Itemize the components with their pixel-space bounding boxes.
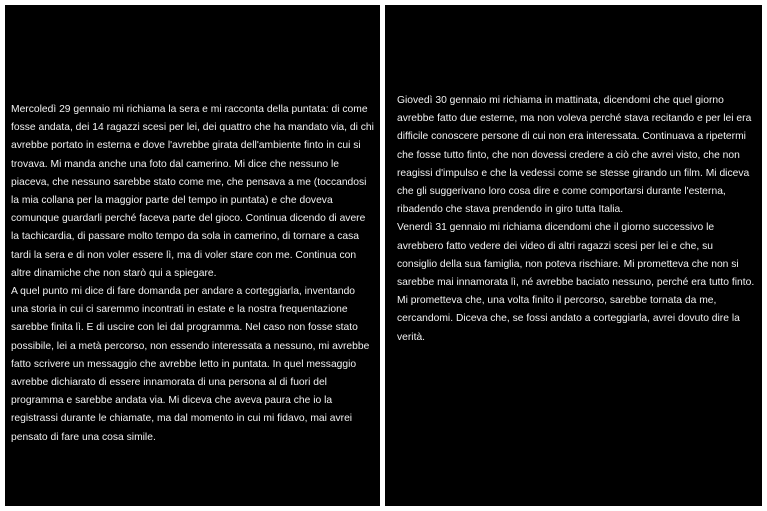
left-paragraph-1: Mercoledì 29 gennaio mi richiama la sera e mi racconta della puntata: di come fosse andata, dei 14 ragazzi scesi per lei, dei quattro che ha mandato via, di chi avrebbe portato in esterna e dove l'avrebbe girata dell'ambiente finto in cui si trovava. Mi manda anche una foto dal camerino. Mi dice che nessuno le piaceva, che nessuno sarebbe stato come me, che pensava a me (toccandosi la mia collana per la maggior parte del tempo in puntata) e che doveva comunque guardarli perché faceva parte del gioco. Continua dicendo di avere la tachicardia, di passare molto tempo da sola in camerino, di tornare a casa tardi la sera e di non voler essere lì, ma di voler stare con me. Continua con altre dinamiche che non starò qui a spiegare. (11, 104, 374, 279)
right-paragraph-2: Venerdì 31 gennaio mi richiama dicendomi che il giorno successivo le avrebbero fatto vedere dei video di altri ragazzi scesi per lei e che, su consiglio della sua famiglia, non poteva rischiare. Mi prometteva che non si sarebbe mai innamorata lì, né avrebbe baciato nessuno, perché era tutto finto. Mi prometteva che, una volta finito il percorso, sarebbe tornata da me, cercandomi. Diceva che, se fossi andato a corteggiarla, avrei dovuto dire la verità. (397, 222, 755, 343)
left-paragraph-2: A quel punto mi dice di fare domanda per andare a corteggiarla, inventando una storia in cui ci saremmo incontrati in estate e la nostra frequentazione sarebbe finita lì. E di uscire con lei dal programma. Nel caso non fosse stato possibile, lei a metà percorso, non essendo interessata a nessuno, mi avrebbe fatto scrivere un messaggio che avrebbe letto in puntata. In quel messaggio avrebbe dichiarato di essere innamorata di una persona al di fuori del programma e sarebbe andata via. Mi diceva che aveva paura che io la registrassi durante le chiamate, ma dal momento in cui mi fidavo, mai avrei pensato di fare una cosa simile. (11, 286, 370, 443)
right-story-panel (385, 5, 762, 506)
right-story-text (397, 92, 755, 347)
right-paragraph-1: Giovedì 30 gennaio mi richiama in mattinata, dicendomi che quel giorno avrebbe fatto due esterne, ma non voleva perché stava recitando e per lei era difficile conoscere persone di cui non era interessata. Continuava a ripetermi che fosse tutto finto, che non dovessi credere a ciò che avrei visto, che non reagissi d'impulso e che la vedessi come se stesse girando un film. Mi diceva che gli suggerivano loro cosa dire e come comportarsi durante l'esterna, ribadendo che stava prendendo in giro tutta Italia. (397, 95, 752, 216)
left-story-panel (5, 5, 380, 506)
left-story-text (11, 101, 375, 447)
